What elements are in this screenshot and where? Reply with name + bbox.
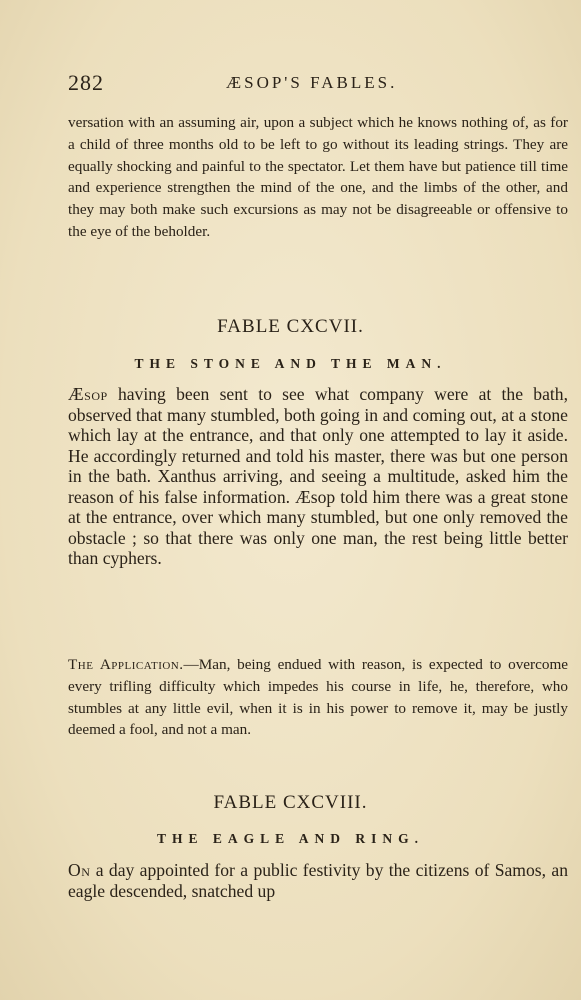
fable-subtitle: THE STONE AND THE MAN. bbox=[134, 356, 447, 371]
running-head: ÆSOP'S FABLES. bbox=[226, 73, 398, 92]
fable-lead-word-2: On bbox=[68, 860, 91, 880]
application-label: The Application. bbox=[68, 656, 184, 673]
fable-text-2: a day appointed for a public festivity by the citizens of Samos, an eagle descended, snatched up bbox=[68, 860, 568, 901]
intro-paragraph: versation with an assuming air, upon a subject which he knows nothing of, as for a child of three months old to be left to go without its leading strings. They are equally shocking and painful to the spectator. Let them have but patience till time and experience strengthen the mind of the one, and the limbs of the other, and they may both make such excursions as may not be disagreeable or offensive to the eye of the beholder. bbox=[68, 114, 568, 240]
page-header bbox=[68, 70, 568, 100]
application-paragraph bbox=[68, 654, 568, 741]
fable-text: having been sent to see what company were at the bath, observed that many stumbled, both going in and coming out, at a stone which lay at the entrance, and that only one attempted to lay it aside. He accordingly returned and told his master, there was but one person in the bath. Xanthus arriving, and seeing a multitude, asked him the reason of his false information. Æsop told him there was a great stone at the entrance, over which many stumbled, but one only removed the obstacle ; so that there was only one man, the rest being little better than cyphers. bbox=[68, 384, 568, 568]
fable-title-2: FABLE CXCVIII. bbox=[213, 792, 368, 813]
fable-body-2 bbox=[68, 860, 568, 901]
fable-title: FABLE CXCVII. bbox=[217, 316, 364, 337]
fable-lead-word: Æsop bbox=[68, 384, 108, 404]
fable-body bbox=[68, 384, 568, 569]
fable-subtitle-2: THE EAGLE AND RING. bbox=[156, 831, 425, 846]
page-number: 282 bbox=[68, 70, 104, 95]
application-text: —Man, being endued with reason, is expected to overcome every trifling difficulty which impedes his course in life, he, therefore, who stumbles at any little evil, when it is in his power to remove it, may be justly deemed a fool, and not a man. bbox=[68, 656, 568, 739]
